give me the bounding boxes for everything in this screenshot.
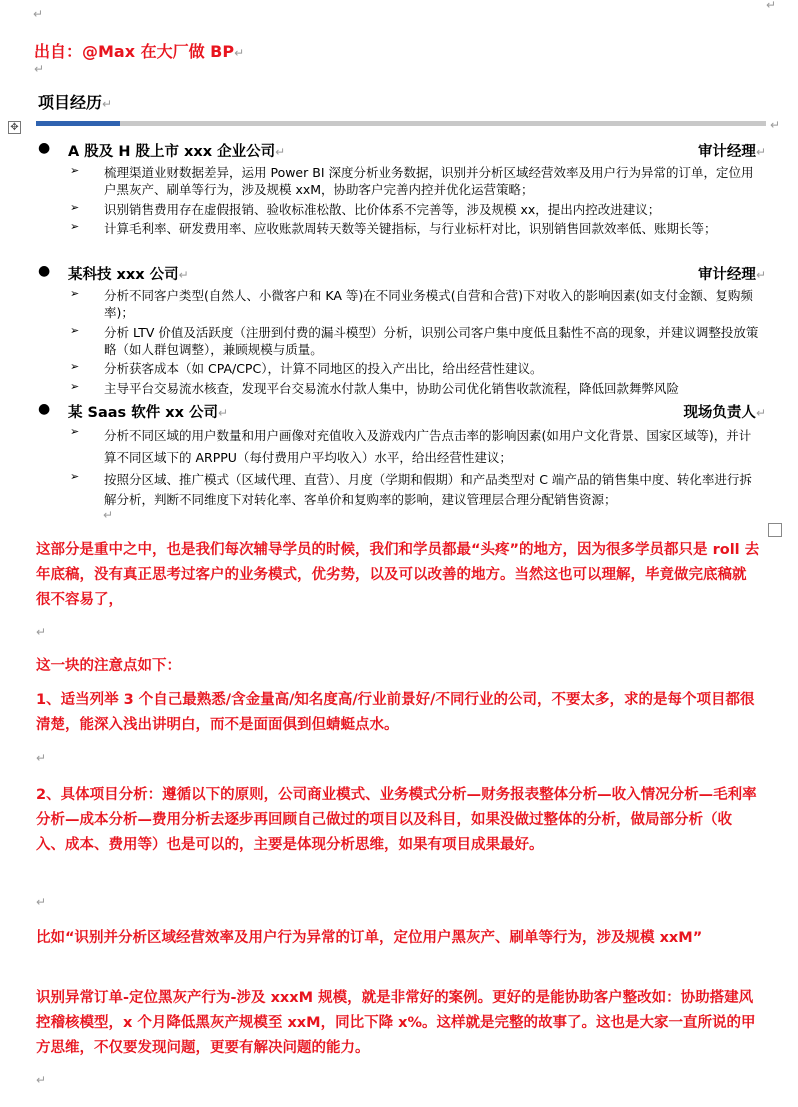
bullet-text: 梳理渠道业财数据差异，运用 Power BI 深度分析业务数据，识别并分析区域经营效率及用户行为异常的订单，定位用户黑灰产、刷单等行为，涉及规模 xxM，协助客户完善内控并优化运营策略； [104, 165, 754, 197]
list-item [70, 380, 760, 397]
note-paragraph: 1、适当列举 3 个自己最熟悉/含金量高/知名度高/行业前景好/不同行业的公司，不要太多，求的是每个项目都很清楚，能深入浅出讲明白，而不是面面俱到但蜻蜓点水。 [36, 692, 755, 733]
paragraph-mark: ↵ [102, 97, 113, 111]
list-item [70, 360, 760, 377]
list-item [70, 470, 760, 510]
bullet-text: 计算毛利率、研发费用率、应收账款周转天数等关键指标，与行业标杆对比，识别销售回款效率低、账期长等； [104, 221, 717, 236]
note-paragraph: 2、具体项目分析：遵循以下的原则，公司商业模式、业务模式分析—财务报表整体分析—收入情况分析—毛利率分析—成本分析—费用分析去逐步再回顾自己做过的项目以及科目，如果没做过整体的分析，做局部分析（收入、成本、费用等）也是可以的，主要是体现分析思维，如果有项目成果最好。 [36, 787, 757, 853]
list-item [70, 164, 760, 198]
paragraph-mark: ↵ [36, 895, 47, 909]
bullet-dot-icon: ● [38, 263, 51, 279]
list-item [70, 201, 760, 218]
arrow-bullet-icon: ➢ [70, 470, 80, 483]
paragraph-mark: ↵ [36, 625, 47, 639]
paragraph-mark: ↵ [36, 751, 47, 765]
company-role: 审计经理↵ [697, 267, 766, 283]
arrow-bullet-icon: ➢ [70, 220, 80, 233]
section-title-text: 项目经历 [38, 93, 103, 112]
paragraph-mark: ↵ [770, 118, 781, 132]
table-move-handle-icon[interactable]: ✥ [8, 121, 21, 134]
company-name: 某科技 xxx 公司↵ [68, 267, 189, 283]
paragraph-mark: ↵ [33, 7, 44, 21]
paragraph-mark: ↵ [34, 62, 45, 76]
arrow-bullet-icon: ➢ [70, 201, 80, 214]
list-item [70, 425, 760, 469]
note-paragraph: 识别异常订单-定位黑灰产行为-涉及 xxxM 规模，就是非常好的案例。更好的是能协助客户整改如：协助搭建风控稽核模型，x 个月降低黑灰产规模至 xxM，同比下降 x%。这样就是完整的故事了。这也是大家一直所说的甲方思维，不仅要发现问题，更要有解决问题的能力。 [36, 990, 756, 1056]
bullet-dot-icon: ● [38, 401, 51, 417]
company-role: 现场负责人↵ [683, 405, 766, 421]
bullet-text: 主导平台交易流水核查，发现平台交易流水付款人集中，协助公司优化销售收款流程，降低回款舞弊风险 [104, 381, 680, 396]
arrow-bullet-icon: ➢ [70, 380, 80, 393]
bullet-text: 识别销售费用存在虚假报销、验收标准松散、比价体系不完善等，涉及规模 xx，提出内控改进建议； [104, 202, 661, 217]
bullet-text: 按照分区域、推广模式（区域代理、直营）、月度（学期和假期）和产品类型对 C 端产品的销售集中度、转化率进行拆解分析，判断不同维度下对转化率、客单价和复购率的影响，建议管理层合理分配销售资源； [104, 472, 752, 507]
arrow-bullet-icon: ➢ [70, 324, 80, 337]
note-paragraph: 这一块的注意点如下： [36, 658, 181, 674]
company-name: A 股及 H 股上市 xxx 企业公司↵ [68, 144, 286, 160]
section-title [38, 90, 112, 113]
section-divider-bar [36, 121, 766, 126]
bullet-text: 分析获客成本（如 CPA/CPC），计算不同地区的投入产出比，给出经营性建议。 [104, 361, 543, 376]
source-line [34, 39, 244, 62]
paragraph-mark: ↵ [103, 508, 114, 522]
bullet-text: 分析不同客户类型(自然人、小微客户和 KA 等)在不同业务模式(自营和合营)下对收入的影响因素(如支付金额、复购频率)； [104, 288, 753, 320]
arrow-bullet-icon: ➢ [70, 287, 80, 300]
bullet-dot-icon: ● [38, 140, 51, 156]
company-role: 审计经理↵ [697, 144, 766, 160]
arrow-bullet-icon: ➢ [70, 164, 80, 177]
source-text: 出自：@Max 在大厂做 BP [34, 42, 235, 61]
note-paragraph: 比如“识别并分析区域经营效率及用户行为异常的订单，定位用户黑灰产、刷单等行为，涉及规模 xxM” [36, 930, 703, 946]
list-item [70, 287, 760, 321]
list-item [70, 324, 760, 358]
company-name: 某 Saas 软件 xx 公司↵ [68, 405, 229, 421]
bullet-text: 分析不同区域的用户数量和用户画像对充值收入及游戏内广告点击率的影响因素(如用户文化背景、国家区域等)，并计算不同区域下的 ARPPU（每付费用户平均收入）水平，给出经营性建议； [104, 428, 752, 465]
note-paragraph: 这部分是重中之中，也是我们每次辅导学员的时候，我们和学员都最“头疼”的地方，因为很多学员都只是 roll 去年底稿，没有真正思考过客户的业务模式，优劣势，以及可以改善的地方。当然这也可以理解，毕竟做完底稿就很不容易了， [36, 542, 760, 608]
paragraph-mark: ↵ [36, 1073, 47, 1087]
bullet-text: 分析 LTV 价值及活跃度（注册到付费的漏斗模型）分析，识别公司客户集中度低且黏性不高的现象，并建议调整投放策略（如人群包调整），兼顾规模与质量。 [104, 325, 759, 357]
paragraph-mark: ↵ [234, 46, 245, 60]
arrow-bullet-icon: ➢ [70, 360, 80, 373]
paragraph-mark: ↵ [766, 0, 777, 12]
list-item [70, 220, 760, 237]
table-resize-handle[interactable] [768, 523, 782, 537]
section-divider-accent [36, 121, 120, 126]
arrow-bullet-icon: ➢ [70, 425, 80, 438]
